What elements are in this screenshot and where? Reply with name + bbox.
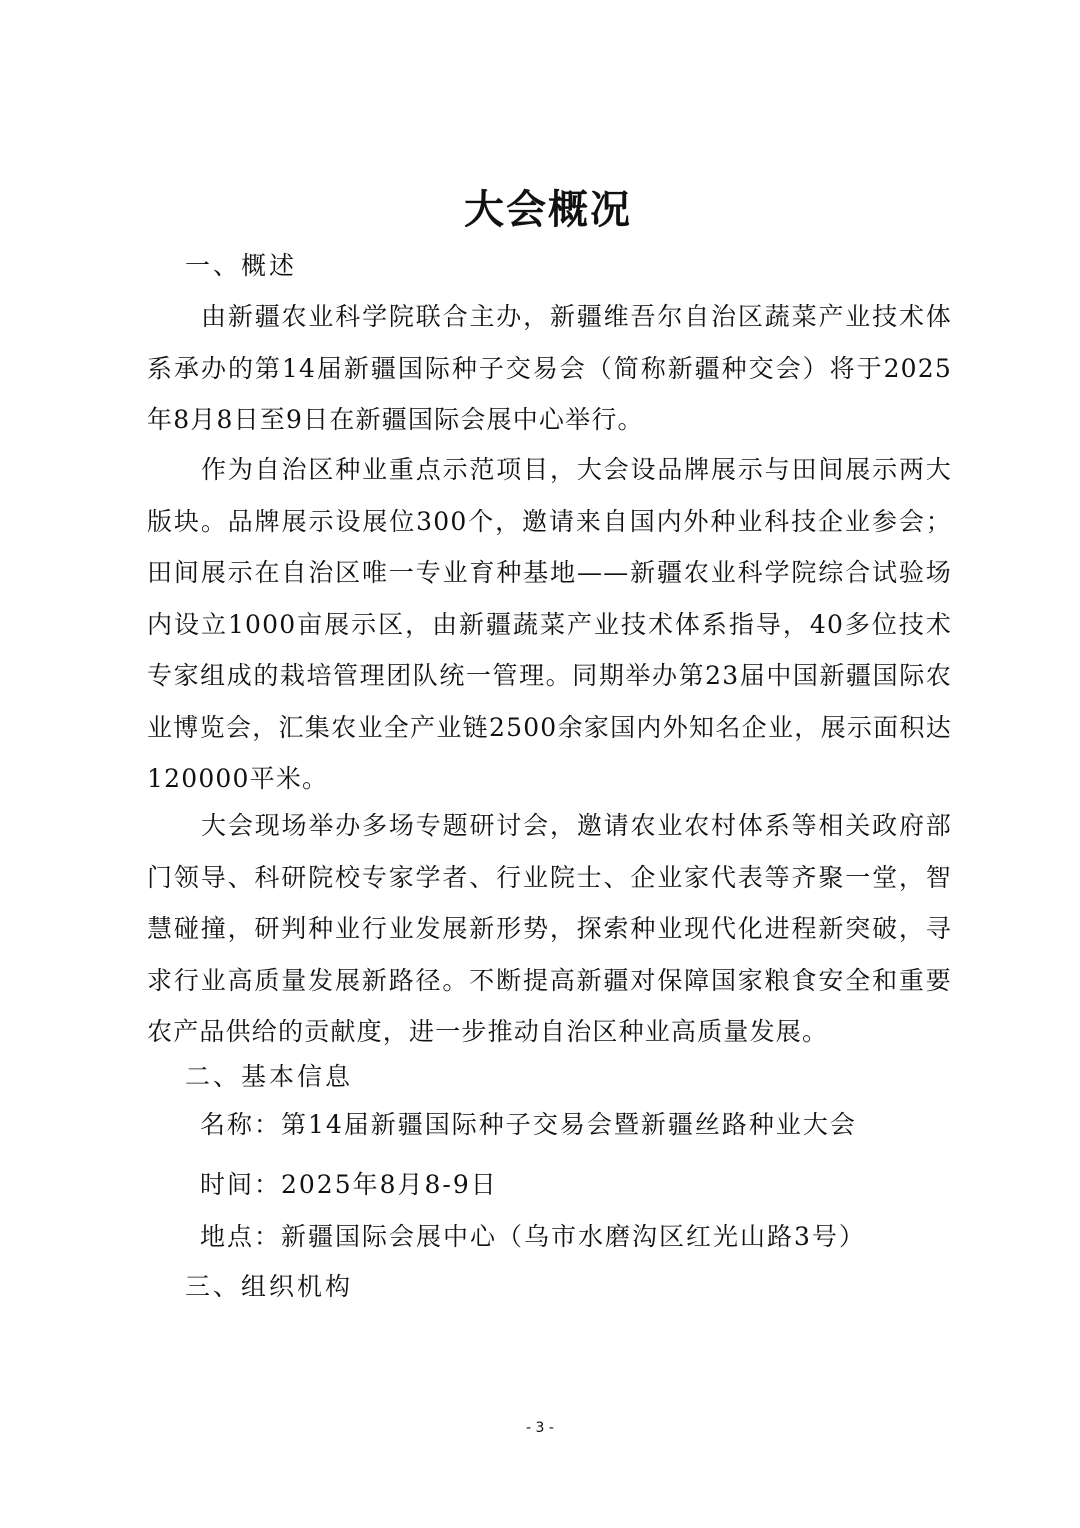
page-title: 大会概况 [464, 187, 632, 233]
info-place: 地点：新疆国际会展中心（乌市水磨沟区红光山路3号） [200, 1222, 866, 1251]
overview-paragraph-2: 作为自治区种业重点示范项目，大会设品牌展示与田间展示两大版块。品牌展示设展位300个，邀请来自国内外种业科技企业参会；田间展示在自治区唯一专业育种基地——新疆农业科学院综合试验场内设立1000亩展示区，由新疆蔬菜产业技术体系指导，40多位技术专家组成的栽培管理团队统一管理。同期举办第23届中国新疆国际农业博览会，汇集农业全产业链2500余家国内外知名企业，展示面积达120000平米。 [147, 455, 952, 793]
section-heading-organization: 三、组织机构 [185, 1272, 354, 1301]
section-heading-basic-info: 二、基本信息 [185, 1062, 354, 1091]
info-time: 时间：2025年8月8-9日 [200, 1170, 498, 1199]
section-heading-overview: 一、概述 [185, 251, 298, 280]
page-number: - 3 - [526, 1420, 554, 1436]
info-name: 名称：第14届新疆国际种子交易会暨新疆丝路种业大会 [200, 1110, 857, 1139]
overview-paragraph-1: 由新疆农业科学院联合主办，新疆维吾尔自治区蔬菜产业技术体系承办的第14届新疆国际种子交易会（简称新疆种交会）将于2025年8月8日至9日在新疆国际会展中心举行。 [147, 302, 952, 434]
overview-paragraph-3: 大会现场举办多场专题研讨会，邀请农业农村体系等相关政府部门领导、科研院校专家学者、行业院士、企业家代表等齐聚一堂，智慧碰撞，研判种业行业发展新形势，探索种业现代化进程新突破，寻求行业高质量发展新路径。不断提高新疆对保障国家粮食安全和重要农产品供给的贡献度，进一步推动自治区种业高质量发展。 [147, 811, 952, 1046]
